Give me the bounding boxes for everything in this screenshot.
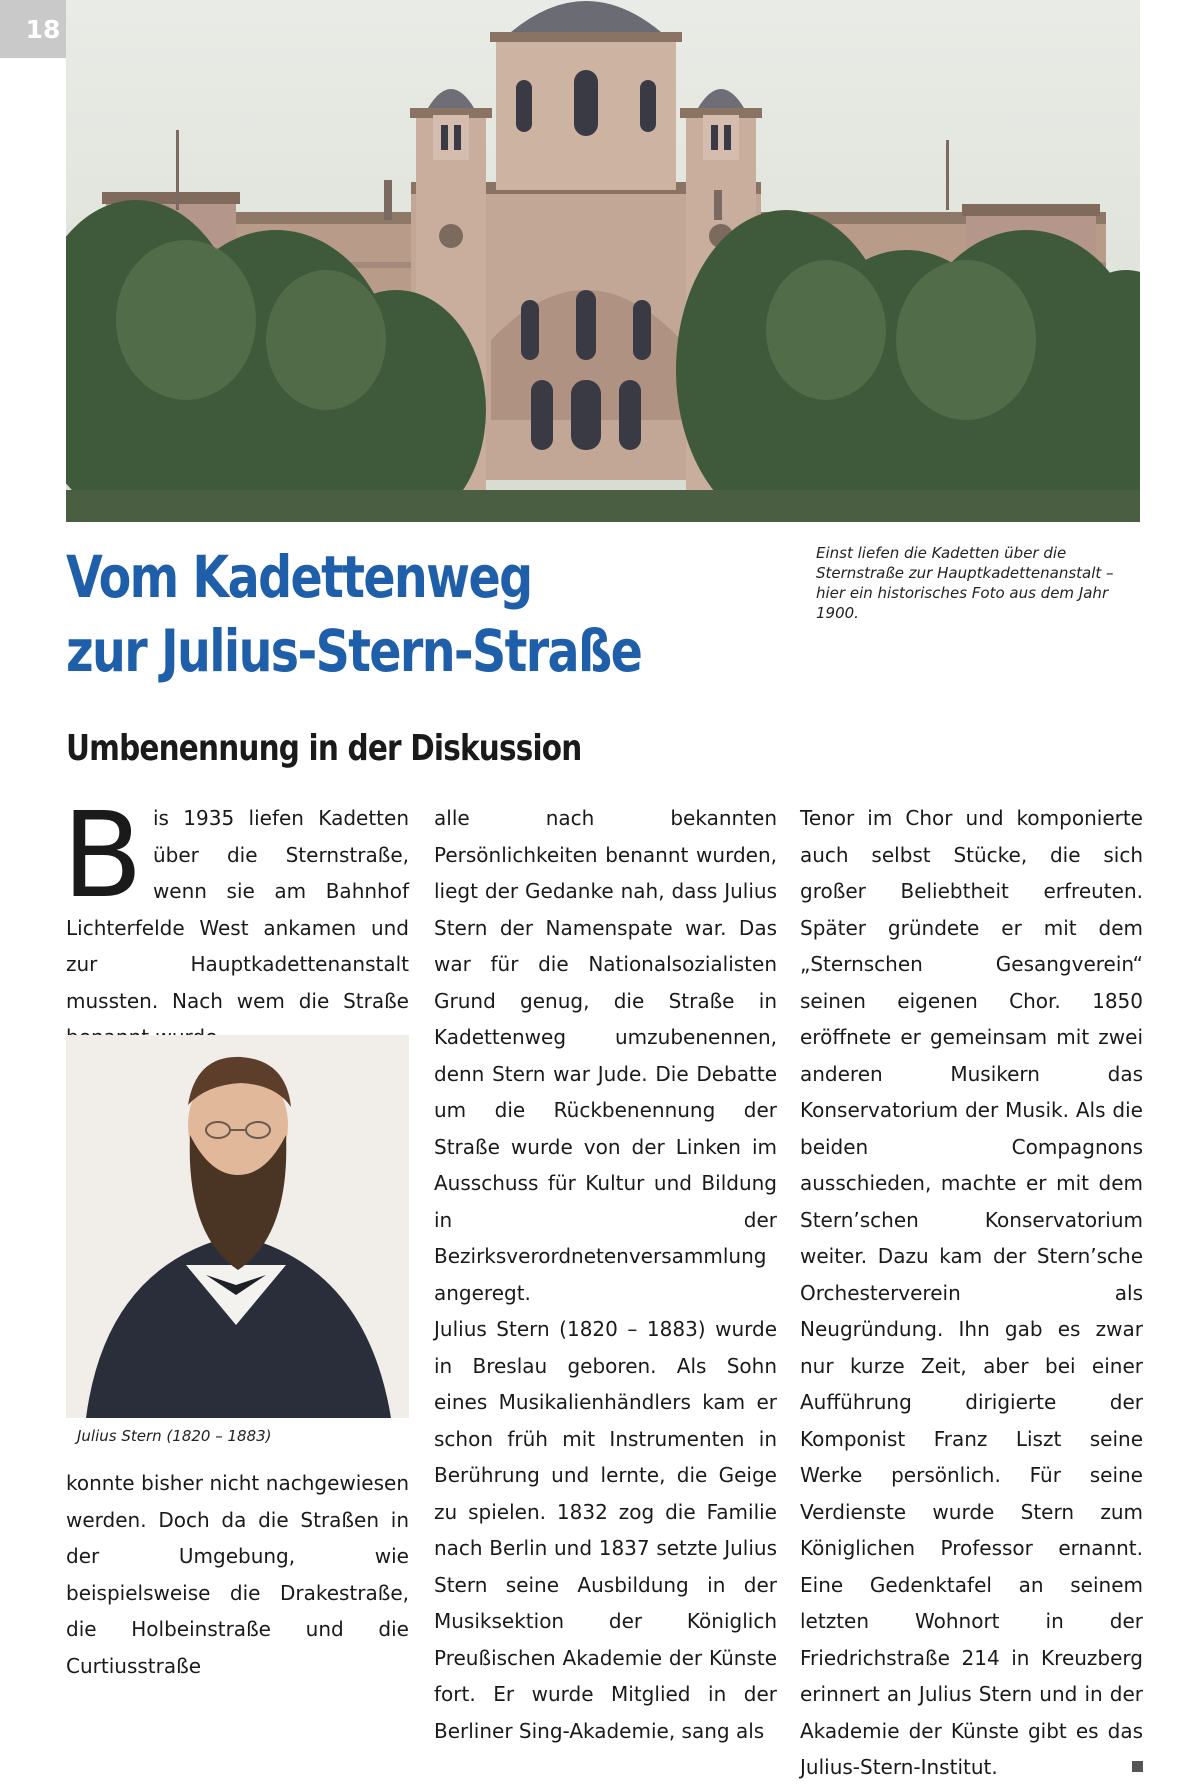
portrait-caption: Julius Stern (1820 – 1883) [77, 1427, 272, 1445]
drop-cap: B [62, 786, 143, 924]
column-1-intro [62, 786, 409, 1056]
column-3 [800, 800, 1143, 1786]
column-3-text: Tenor im Chor und komponierte auch selbst Stücke, die sich großer Beliebtheit erfreuten. Später gründete er mit dem „Sternschen Gesangverein“ seinen eigenen Chor. 1850 eröffnete er gemeinsam mit zwei anderen Musikern das Konservatorium der Musik. Als die beiden Compagnons ausschieden, machte er mit dem Stern’schen Konservatorium weiter. Dazu kam der Stern’sche Orchesterverein als Neugründung. Ihn gab es zwar nur kurze Zeit, aber bei einer Aufführung dirigierte der Komponist Franz Liszt seine Werke persönlich. Für seine Verdienste wurde Stern zum Königlichen Professor ernannt. Eine Gedenktafel an seinem letzten Wohnort in der Friedrichstraße 214 in Kreuzberg erinnert an Julius Stern und in der Akademie der Künste gibt es das Julius-Stern-Institut. [800, 806, 1143, 1779]
article-subtitle: Umbenennung in der Diskussion [66, 728, 582, 769]
article-title-line2: zur Julius-Stern-Straße [66, 617, 642, 685]
article-title-line1: Vom Kadettenweg [66, 543, 532, 611]
julius-stern-portrait [66, 1035, 409, 1418]
column-2 [434, 800, 777, 1749]
end-of-article-square-icon [1132, 1761, 1143, 1772]
page-number: 18 [0, 0, 86, 58]
column-2-paragraph-1: alle nach bekannten Persönlichkeiten benannt wurden, liegt der Gedanke nah, dass Julius Stern der Namenspate war. Das war für die Nationalsozialisten Grund genug, die Straße in Kadettenweg umzubenennen, denn Stern war Jude. Die Debatte um die Rückbenennung der Straße wurde von der Linken im Ausschuss für Kultur und Bildung in der Bezirksverordnetenversammlung angeregt. [434, 806, 777, 1305]
article-title [66, 540, 641, 688]
photo-caption: Einst liefen die Kadetten über die Sternstraße zur Hauptkadettenanstalt – hier ein historisches Foto aus dem Jahr 1900. [816, 544, 1114, 622]
column-1-text-part2: konnte bisher nicht nachgewiesen werden. Doch da die Straßen in der Umgebung, wie beispielsweise die Drakestraße, die Holbeinstraße und die Curtiusstraße [66, 1471, 409, 1678]
historic-building-photo [66, 0, 1140, 522]
column-1-continued [66, 1465, 409, 1684]
column-2-paragraph-2: Julius Stern (1820 – 1883) wurde in Breslau geboren. Als Sohn eines Musikalienhändlers kam er schon früh mit Instrumenten in Berührung und lernte, die Geige zu spielen. 1832 zog die Familie nach Berlin und 1837 setzte Julius Stern seine Ausbildung in der Musiksektion der Königlich Preußischen Akademie der Künste fort. Er wurde Mitglied in der Berliner Sing-Akademie, sang als [434, 1317, 777, 1743]
column-1-text-part1: is 1935 liefen Kadetten über die Sternstraße, wenn sie am Bahnhof Lichterfelde West ankamen und zur Hauptkadettenanstalt mussten. Nach wem die Straße [66, 806, 409, 1013]
